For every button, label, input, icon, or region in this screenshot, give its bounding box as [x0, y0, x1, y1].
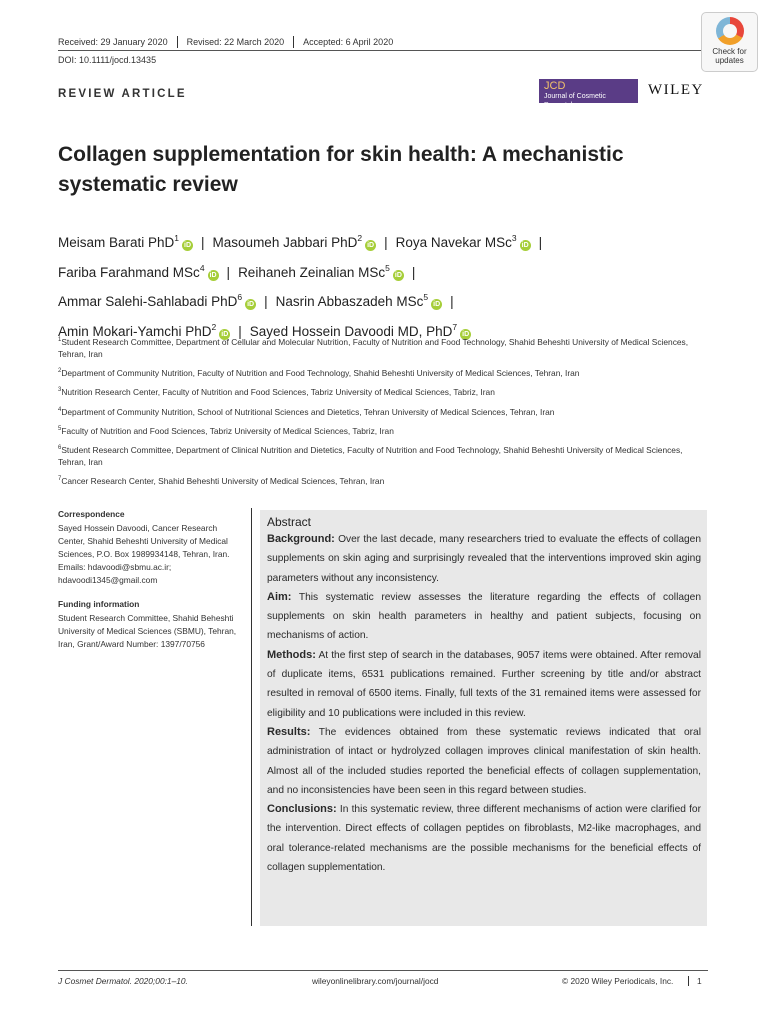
- affiliation-item: [58, 365, 698, 379]
- footer-citation: J Cosmet Dermatol. 2020;00:1–10.: [58, 976, 188, 986]
- author-affiliation-number: 5: [423, 292, 429, 302]
- funding-block: [58, 598, 238, 651]
- abstract-paragraph: [267, 646, 701, 723]
- abstract-section-label: Methods:: [267, 648, 316, 661]
- affiliation-text: Student Research Committee, Department of Cellular and Molecular Nutrition, Faculty of Nutrition and Food Technology, Shahid Beheshti University of Medical Sciences, Tehran, Iran: [58, 336, 689, 360]
- abstract-section-label: Conclusions:: [267, 803, 337, 816]
- revised-date: Revised: 22 March 2020: [177, 36, 294, 48]
- author-affiliation-number: 1: [174, 233, 180, 243]
- journal-logo-name: Journal of Cosmetic Dermatology: [544, 93, 606, 109]
- article-title: Collagen supplementation for skin health: A mechanistic systematic review: [58, 143, 624, 196]
- author-entry: [58, 294, 256, 309]
- check-updates-label: Check for updates: [712, 47, 747, 65]
- author-affiliation-number: 7: [452, 321, 458, 332]
- affiliation-item: [58, 384, 698, 398]
- abstract-paragraph: [267, 588, 701, 646]
- crossmark-icon: [716, 17, 744, 45]
- author-separator: |: [264, 294, 268, 309]
- correspondence-block: [58, 508, 238, 587]
- funding-heading: Funding information: [58, 599, 140, 609]
- abstract-section-text: This systematic review assesses the literature regarding the effects of collagen supplements on skin health parameters in healthy and patient subjects, focusing on mechanisms of action.: [267, 591, 701, 642]
- author-affiliation-number: 2: [211, 321, 217, 332]
- author-separator: |: [384, 235, 388, 250]
- author-affiliation-number: 4: [199, 262, 205, 273]
- abstract-section-text: At the first step of search in the databases, 9057 items were obtained. After removal of duplicate items, 6531 publications remained. Further screening by title and/or abstract resulted in removal of 6500 items. Finally, full texts of the 31 remained items were assessed for eligibility and 10 publications were included in this review.: [267, 649, 701, 719]
- sidebar: [58, 508, 238, 662]
- orcid-icon[interactable]: iD: [433, 301, 441, 308]
- author-name[interactable]: Roya Navekar MSc: [395, 235, 512, 250]
- dates-row: [58, 36, 402, 48]
- publisher-logo[interactable]: WILEY: [648, 82, 704, 98]
- correspondence-email-2[interactable]: hdavoodi1345@gmail.com: [58, 575, 158, 585]
- author-separator: |: [411, 264, 416, 280]
- affiliation-number: 7: [58, 476, 62, 483]
- affiliation-number: 2: [58, 368, 62, 375]
- affiliation-list: [58, 334, 698, 492]
- orcid-icon[interactable]: iD: [184, 242, 192, 249]
- affiliation-item: [58, 423, 698, 437]
- column-divider: [251, 508, 252, 926]
- orcid-icon[interactable]: iD: [367, 242, 375, 249]
- abstract-section-text: In this systematic review, three different mechanisms of action were clarified for the intervention. Direct effects of collagen peptides on fibroblasts, M2-like macrophages, and oral tolerance-related mechanisms are the possible mechanisms for the beneficial effects of collagen supplementation.: [267, 804, 701, 874]
- article-type: REVIEW ARTICLE: [58, 88, 187, 100]
- journal-logo[interactable]: [539, 79, 638, 109]
- affiliation-number: 5: [58, 425, 62, 432]
- author-name[interactable]: Reihaneh Zeinalian MSc: [238, 264, 386, 280]
- abstract-paragraph: [267, 723, 701, 800]
- orcid-icon[interactable]: iD: [221, 330, 229, 338]
- page-number: 1: [688, 976, 702, 986]
- abstract-section-text: The evidences obtained from these systematic reviews indicated that oral administration of intact or hydrolyzed collagen improves clinical manifestation of skin health. Almost all of the included studies reported the beneficial effects of collagen supplementation, and no inconsistencies have been seen in this regard between studies.: [267, 726, 701, 796]
- affiliation-number: 1: [58, 337, 62, 343]
- affiliation-text: Student Research Committee, Department of Clinical Nutrition and Dietetics, Faculty of Nutrition and Food Technology, Shahid Beheshti University of Medical Sciences, Tehran, Iran: [58, 444, 683, 467]
- doi-link[interactable]: DOI: 10.1111/jocd.13435: [58, 55, 157, 65]
- author-list: [58, 226, 708, 344]
- affiliation-text: Department of Community Nutrition, Faculty of Nutrition and Food Technology, Shahid Beheshti University of Medical Sciences, Tehran, Iran: [61, 368, 580, 379]
- abstract-section-label: Results:: [267, 725, 311, 738]
- affiliation-number: 4: [58, 406, 62, 413]
- author-entry: [58, 262, 219, 280]
- author-name[interactable]: Nasrin Abbaszadeh MSc: [275, 294, 424, 309]
- author-entry: [396, 235, 531, 250]
- author-affiliation-number: 6: [237, 292, 243, 302]
- abstract-paragraph: [267, 530, 701, 588]
- orcid-icon[interactable]: iD: [247, 301, 255, 308]
- affiliation-text: Faculty of Nutrition and Food Sciences, Tabriz University of Medical Sciences, Tabriz, Iran: [61, 425, 394, 436]
- affiliation-text: Cancer Research Center, Shahid Beheshti University of Medical Sciences, Tehran, Iran: [61, 475, 385, 486]
- author-separator: |: [538, 235, 543, 250]
- author-entry: [213, 235, 377, 250]
- author-affiliation-number: 5: [385, 262, 390, 273]
- header-divider: [58, 50, 701, 51]
- orcid-icon[interactable]: iD: [521, 242, 529, 249]
- received-date: Received: 29 January 2020: [58, 37, 168, 47]
- author-name[interactable]: Sayed Hossein Davoodi MD, PhD: [249, 323, 453, 339]
- affiliation-text: Nutrition Research Center, Faculty of Nutrition and Food Sciences, Tabriz University of Medical Sciences, Tabriz, Iran: [61, 387, 495, 398]
- abstract-section-text: Over the last decade, many researchers tried to evaluate the effects of collagen supplements on skin aging and surprisingly revealed that the interventions improved skin aging parameters without any inconsistency.: [267, 534, 701, 584]
- abstract-section-label: Background:: [267, 533, 335, 545]
- author-entry: [276, 294, 443, 309]
- author-affiliation-number: 2: [357, 233, 363, 243]
- footer-divider: [58, 970, 708, 971]
- author-name[interactable]: Ammar Salehi-Sahlabadi PhD: [58, 294, 238, 309]
- correspondence-email[interactable]: Emails: hdavoodi@sbmu.ac.ir;: [58, 562, 172, 572]
- footer-url[interactable]: wileyonlinelibrary.com/journal/jocd: [312, 976, 439, 986]
- orcid-icon[interactable]: iD: [462, 330, 470, 338]
- affiliation-text: Department of Community Nutrition, School of Nutritional Sciences and Dietetics, Tehran University of Medical Sciences, Tehran, Iran: [61, 406, 555, 417]
- accepted-date: Accepted: 6 April 2020: [293, 36, 402, 48]
- author-separator: |: [226, 264, 231, 280]
- abstract-heading: Abstract: [267, 515, 312, 529]
- affiliation-item: [58, 442, 698, 468]
- affiliation-number: 6: [58, 444, 62, 451]
- author-name[interactable]: Meisam Barati PhD: [58, 235, 175, 250]
- affiliation-item: [58, 334, 698, 360]
- abstract-sections: [267, 530, 701, 877]
- abstract-section-label: Aim:: [267, 590, 292, 603]
- author-entry: [238, 262, 404, 280]
- footer-copyright: © 2020 Wiley Periodicals, Inc.: [562, 976, 674, 986]
- author-separator: |: [238, 323, 242, 339]
- affiliation-item: [58, 473, 698, 487]
- author-name[interactable]: Fariba Farahmand MSc: [58, 264, 200, 280]
- affiliation-item: [58, 404, 698, 418]
- correspondence-heading: Correspondence: [58, 509, 125, 519]
- orcid-icon[interactable]: iD: [394, 271, 402, 279]
- funding-body: Student Research Committee, Shahid Beheshti University of Medical Sciences (SBMU), Tehran, Iran, Grant/Award Number: 1397/70756: [58, 613, 237, 649]
- author-separator: |: [201, 235, 205, 250]
- check-updates-button[interactable]: [701, 12, 758, 72]
- journal-logo-abbr: JCD: [544, 80, 566, 92]
- affiliation-number: 3: [58, 387, 62, 394]
- orcid-icon[interactable]: iD: [209, 271, 217, 279]
- abstract-box: [260, 510, 707, 926]
- author-name[interactable]: Amin Mokari-Yamchi PhD: [58, 323, 212, 339]
- correspondence-body: Sayed Hossein Davoodi, Cancer Research Center, Shahid Beheshti University of Medical Sciences, P.O. Box 1989934148, Tehran, Iran.: [58, 523, 230, 559]
- author-name[interactable]: Masoumeh Jabbari PhD: [212, 235, 358, 250]
- author-separator: |: [450, 294, 454, 309]
- author-entry: [58, 235, 193, 250]
- author-affiliation-number: 3: [511, 233, 517, 243]
- abstract-paragraph: [267, 800, 701, 877]
